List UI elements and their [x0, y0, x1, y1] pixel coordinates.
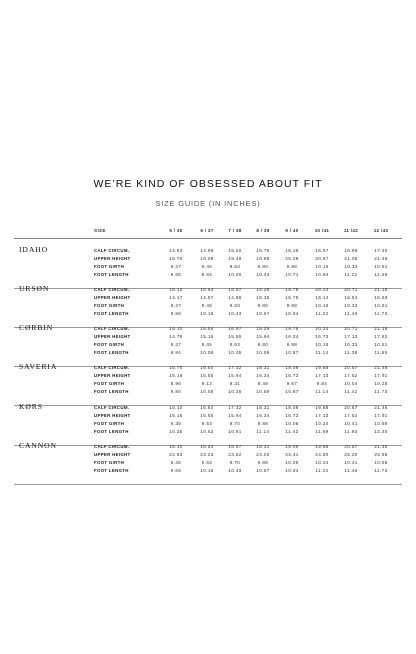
measurement-value: 10.67	[256, 467, 270, 473]
measurement-value: 17.91	[374, 412, 388, 418]
measurement-value: 15.55	[200, 412, 214, 418]
measurement-value: 19.88	[315, 444, 329, 449]
measurement-row	[0, 272, 416, 280]
measurement-value: 21.06	[344, 255, 358, 261]
size-heading: 9 / 40	[285, 228, 299, 233]
measurement-value: 10.16	[200, 467, 214, 473]
measurement-label: FOOT GIRTH	[94, 263, 125, 269]
measurement-value: 10.06	[285, 459, 299, 465]
measurement-value: 14.63	[169, 248, 183, 253]
measurement-value: 20.24	[315, 287, 329, 292]
size-heading: 7 / 38	[228, 228, 242, 233]
measurement-value: 10.43	[256, 271, 270, 277]
measurement-value: 21.46	[374, 365, 388, 370]
measurement-value: 9.84	[316, 380, 328, 386]
measurement-value: 9.63	[229, 302, 241, 308]
measurement-row	[0, 326, 416, 334]
measurement-value: 16.73	[285, 412, 299, 418]
size-heading: 6 / 37	[200, 228, 214, 233]
measurement-value: 11.73	[374, 467, 388, 473]
measurement-value: 10.87	[285, 388, 299, 394]
measurement-value: 10.87	[285, 349, 299, 355]
measurement-label: UPPER HEIGHT	[94, 333, 131, 339]
style-name: CANNON	[19, 441, 57, 450]
measurement-row	[0, 248, 416, 256]
measurement-row	[0, 468, 416, 476]
measurement-row	[0, 342, 416, 350]
size-heading: 8 / 39	[256, 228, 270, 233]
measurement-value: 15.16	[169, 372, 183, 378]
measurement-value: 15.55	[228, 333, 242, 339]
measurement-value: 15.55	[200, 372, 214, 378]
measurement-value: 10.59	[374, 459, 388, 465]
measurement-value: 11.65	[374, 349, 388, 355]
measurement-value: 9.88	[170, 310, 182, 316]
measurement-value: 18.31	[256, 444, 270, 449]
measurement-value: 10.08	[200, 349, 214, 355]
section-divider	[14, 484, 402, 485]
measurement-value: 16.15	[285, 248, 299, 253]
measurement-row	[0, 429, 416, 437]
page-title: WE’RE KIND OF OBSESSED ABOUT FIT	[93, 178, 323, 190]
measurement-value: 10.16	[200, 310, 214, 316]
measurement-value: 10.59	[374, 420, 388, 426]
measurement-value: 10.06	[285, 420, 299, 426]
measurement-row	[0, 381, 416, 389]
measurement-value: 14.17	[169, 294, 183, 300]
measurement-label: UPPER HEIGHT	[94, 372, 131, 378]
measurement-value: 11.46	[344, 467, 358, 473]
measurement-value: 9.80	[257, 263, 269, 269]
measurement-value: 21.46	[374, 444, 388, 449]
measurement-label: FOOT GIRTH	[94, 459, 125, 465]
measurement-value: 20.28	[285, 255, 299, 261]
measurement-value: 16.54	[200, 287, 214, 292]
measurement-row	[0, 460, 416, 468]
measurement-value: 20.67	[344, 405, 358, 410]
measurement-value: 16.73	[315, 333, 329, 339]
measurement-value: 16.10	[169, 287, 183, 292]
measurement-value: 16.57	[315, 248, 329, 253]
measurement-value: 15.35	[256, 294, 270, 300]
measurement-value: 15.16	[200, 333, 214, 339]
style-section	[0, 245, 416, 288]
measurement-value: 16.34	[256, 372, 270, 378]
measurement-value: 10.16	[315, 302, 329, 308]
measurement-value: 10.16	[315, 341, 329, 347]
measurement-value: 19.76	[285, 326, 299, 331]
measurement-value: 9.35	[170, 459, 182, 465]
measurement-label: FOOT LENGTH	[94, 349, 129, 355]
measurement-value: 16.93	[374, 294, 388, 300]
measurement-value: 16.54	[344, 294, 358, 300]
measurement-label: CALF CIRCUM.	[94, 365, 130, 370]
measurement-value: 17.52	[374, 333, 388, 339]
measurement-row	[0, 287, 416, 295]
size-heading: 12 /43	[373, 228, 389, 233]
size-heading: 5 / 36	[169, 228, 183, 233]
measurement-label: FOOT GIRTH	[94, 302, 125, 308]
measurement-value: 19.09	[285, 405, 299, 410]
measurement-value: 14.99	[200, 248, 214, 253]
measurement-row	[0, 256, 416, 264]
measurement-value: 21.46	[374, 405, 388, 410]
measurement-value: 19.88	[315, 365, 329, 370]
measurement-value: 21.46	[374, 255, 388, 261]
style-section	[0, 441, 416, 484]
measurement-value: 10.94	[285, 310, 299, 316]
measurement-value: 9.63	[229, 341, 241, 347]
measurement-value: 20.24	[315, 326, 329, 331]
measurement-value: 15.75	[285, 294, 299, 300]
measurement-value: 10.24	[315, 459, 329, 465]
measurement-value: 9.63	[229, 263, 241, 269]
measurement-label: FOOT LENGTH	[94, 428, 129, 434]
measurement-label: FOOT GIRTH	[94, 341, 125, 347]
measurement-value: 9.27	[170, 341, 182, 347]
measurement-value: 15.94	[256, 333, 270, 339]
measurement-value: 9.98	[286, 341, 298, 347]
measurement-value: 24.41	[285, 451, 299, 457]
measurement-value: 9.88	[257, 459, 269, 465]
measurement-value: 16.34	[256, 412, 270, 418]
measurement-value: 9.98	[286, 302, 298, 308]
measurement-value: 23.62	[228, 451, 242, 457]
measurement-value: 17.13	[315, 412, 329, 418]
measurement-value: 10.35	[169, 428, 183, 434]
measurement-label: CALF CIRCUM.	[94, 287, 130, 292]
measurement-value: 15.75	[169, 365, 183, 370]
measurement-value: 11.42	[285, 428, 299, 434]
measurement-value: 16.10	[169, 326, 183, 331]
measurement-value: 10.63	[200, 428, 214, 434]
style-section	[0, 284, 416, 327]
style-name: SAVERIA	[19, 362, 58, 371]
measurement-value: 17.91	[374, 372, 388, 378]
measurement-value: 10.04	[344, 380, 358, 386]
measurement-label: FOOT LENGTH	[94, 467, 129, 473]
measurement-value: 10.67	[256, 310, 270, 316]
measurement-value: 10.71	[285, 271, 299, 277]
measurement-value: 10.20	[228, 271, 242, 277]
measurement-value: 10.24	[315, 420, 329, 426]
measurement-label: FOOT LENGTH	[94, 388, 129, 394]
measurement-value: 9.31	[229, 380, 241, 386]
measurement-value: 9.27	[170, 302, 182, 308]
measurement-value: 10.16	[315, 263, 329, 269]
measurement-value: 9.45	[201, 341, 213, 347]
measurement-value: 9.80	[257, 341, 269, 347]
measurement-row	[0, 350, 416, 358]
measurement-value: 14.76	[169, 333, 183, 339]
measurement-value: 10.08	[200, 388, 214, 394]
measurement-value: 10.51	[374, 341, 388, 347]
measurement-value: 16.54	[200, 405, 214, 410]
measurement-value: 19.49	[228, 255, 242, 261]
style-name: CØRBIN	[19, 323, 54, 332]
measurement-row	[0, 303, 416, 311]
measurement-value: 11.14	[315, 388, 329, 394]
measurement-label: CALF CIRCUM.	[94, 248, 130, 253]
measurement-value: 10.94	[315, 271, 329, 277]
measurement-value: 8.96	[170, 380, 182, 386]
measurement-value: 16.54	[200, 444, 214, 449]
measurement-value: 21.18	[374, 326, 388, 331]
measurement-row	[0, 452, 416, 460]
measurement-row	[0, 365, 416, 373]
measurement-label: FOOT LENGTH	[94, 271, 129, 277]
measurement-value: 18.70	[169, 255, 183, 261]
measurement-value: 16.10	[169, 405, 183, 410]
measurement-value: 9.67	[286, 380, 298, 386]
measurement-value: 10.35	[228, 349, 242, 355]
measurement-value: 17.13	[344, 333, 358, 339]
measurement-value: 12.20	[374, 428, 388, 434]
measurement-value: 16.73	[285, 372, 299, 378]
measurement-value: 16.14	[315, 294, 329, 300]
measurement-value: 10.51	[374, 302, 388, 308]
measurement-value: 11.42	[344, 388, 358, 394]
measurement-value: 10.28	[374, 380, 388, 386]
measurement-value: 24.80	[315, 451, 329, 457]
measurement-value: 11.69	[315, 428, 329, 434]
measurement-value: 16.97	[228, 444, 242, 449]
measurement-value: 25.59	[374, 451, 388, 457]
measurement-value: 19.09	[285, 365, 299, 370]
measurement-value: 10.35	[228, 388, 242, 394]
measurement-value: 11.46	[344, 310, 358, 316]
measurement-value: 9.45	[201, 263, 213, 269]
measurement-value: 19.29	[256, 287, 270, 292]
style-name: IDAHO	[19, 245, 48, 254]
measurement-value: 20.67	[344, 444, 358, 449]
size-heading: 11 /42	[343, 228, 359, 233]
measurement-value: 17.32	[228, 405, 242, 410]
measurement-value: 10.41	[344, 459, 358, 465]
measurement-value: 25.20	[344, 451, 358, 457]
measurement-row	[0, 413, 416, 421]
measurement-value: 15.75	[256, 248, 270, 253]
measurement-row	[0, 295, 416, 303]
measurement-label: UPPER HEIGHT	[94, 255, 131, 261]
measurement-value: 9.80	[170, 388, 182, 394]
measurement-value: 19.09	[285, 444, 299, 449]
measurement-value: 10.41	[344, 420, 358, 426]
measurement-row	[0, 334, 416, 342]
measurement-value: 16.54	[200, 326, 214, 331]
measurement-value: 16.97	[228, 287, 242, 292]
measurement-value: 9.53	[201, 420, 213, 426]
measurement-value: 16.99	[344, 248, 358, 253]
measurement-value: 16.34	[285, 333, 299, 339]
measurement-value: 11.22	[315, 467, 329, 473]
measurement-value: 23.23	[200, 451, 214, 457]
measurement-value: 19.88	[256, 255, 270, 261]
measurement-value: 17.52	[344, 412, 358, 418]
measurement-value: 10.43	[228, 467, 242, 473]
measurement-label: CALF CIRCUM.	[94, 326, 130, 331]
measurement-row	[0, 389, 416, 397]
measurement-label: UPPER HEIGHT	[94, 294, 131, 300]
measurement-value: 9.53	[201, 459, 213, 465]
measurement-label: CALF CIRCUM.	[94, 444, 130, 449]
measurement-value: 17.13	[315, 372, 329, 378]
measurement-value: 11.73	[374, 310, 388, 316]
measurement-value: 9.13	[201, 380, 213, 386]
measurement-value: 15.16	[169, 412, 183, 418]
measurement-value: 11.93	[344, 428, 358, 434]
page-subtitle: SIZE GUIDE (IN INCHES)	[155, 199, 261, 208]
style-section	[0, 362, 416, 405]
measurement-value: 20.67	[315, 255, 329, 261]
measurement-value: 17.52	[344, 372, 358, 378]
measurement-value: 9.65	[170, 271, 182, 277]
measurement-value: 9.69	[170, 467, 182, 473]
measurement-value: 19.88	[315, 405, 329, 410]
header-divider	[14, 238, 402, 239]
measurement-value: 9.45	[201, 302, 213, 308]
style-name: URSØN	[19, 284, 50, 293]
measurement-value: 18.31	[256, 405, 270, 410]
measurement-row	[0, 421, 416, 429]
measurement-value: 15.94	[228, 412, 242, 418]
measurement-value: 9.84	[170, 349, 182, 355]
measurement-value: 11.14	[315, 349, 329, 355]
measurement-value: 17.40	[374, 248, 388, 253]
measurement-value: 15.20	[228, 248, 242, 253]
measurement-value: 9.49	[257, 380, 269, 386]
measurement-row	[0, 264, 416, 272]
size-heading: 10 /41	[314, 228, 330, 233]
measurement-value: 11.22	[344, 271, 358, 277]
measurement-value: 19.29	[256, 326, 270, 331]
measurement-value: 20.67	[344, 365, 358, 370]
measurement-value: 19.76	[285, 287, 299, 292]
measurement-row	[0, 373, 416, 381]
measurement-value: 10.51	[374, 263, 388, 269]
measurement-value: 10.33	[344, 263, 358, 269]
measurement-label: UPPER HEIGHT	[94, 412, 131, 418]
measurement-value: 9.92	[201, 271, 213, 277]
measurement-value: 9.27	[170, 263, 182, 269]
measurement-value: 14.96	[228, 294, 242, 300]
measurement-value: 20.71	[344, 326, 358, 331]
measurement-value: 10.33	[344, 341, 358, 347]
style-name: KØRS	[19, 402, 43, 411]
measurement-label: FOOT GIRTH	[94, 380, 125, 386]
measurement-value: 9.35	[170, 420, 182, 426]
measurement-value: 16.10	[169, 444, 183, 449]
style-section	[0, 402, 416, 445]
style-section	[0, 323, 416, 366]
measurement-row	[0, 311, 416, 319]
measurement-value: 11.14	[256, 428, 270, 434]
measurement-value: 9.80	[257, 302, 269, 308]
measurement-value: 10.59	[256, 349, 270, 355]
measurement-row	[0, 405, 416, 413]
measurement-value: 9.88	[257, 420, 269, 426]
measurement-value: 9.70	[229, 420, 241, 426]
measurement-value: 16.54	[200, 365, 214, 370]
measurement-value: 19.09	[200, 255, 214, 261]
measurement-value: 11.49	[374, 271, 388, 277]
measurement-value: 18.31	[256, 365, 270, 370]
size-column-label: SIZE	[94, 228, 106, 233]
measurement-value: 14.57	[200, 294, 214, 300]
measurement-value: 20.71	[344, 287, 358, 292]
measurement-value: 10.43	[228, 310, 242, 316]
measurement-value: 15.94	[228, 372, 242, 378]
measurement-value: 9.70	[229, 459, 241, 465]
measurement-value: 17.32	[228, 365, 242, 370]
measurement-label: UPPER HEIGHT	[94, 451, 131, 457]
measurement-value: 10.94	[285, 467, 299, 473]
measurement-value: 10.33	[344, 302, 358, 308]
measurement-label: FOOT GIRTH	[94, 420, 125, 426]
size-header-row	[0, 228, 416, 238]
measurement-value: 11.38	[344, 349, 358, 355]
measurement-value: 16.97	[228, 326, 242, 331]
measurement-label: CALF CIRCUM.	[94, 405, 130, 410]
measurement-value: 24.02	[256, 451, 270, 457]
measurement-value: 21.18	[374, 287, 388, 292]
measurement-row	[0, 444, 416, 452]
measurement-value: 11.22	[315, 310, 329, 316]
measurement-value: 10.91	[228, 428, 242, 434]
measurement-value: 9.98	[286, 263, 298, 269]
measurement-value: 22.83	[169, 451, 183, 457]
measurement-value: 10.59	[256, 388, 270, 394]
measurement-label: FOOT LENGTH	[94, 310, 129, 316]
measurement-value: 11.73	[374, 388, 388, 394]
